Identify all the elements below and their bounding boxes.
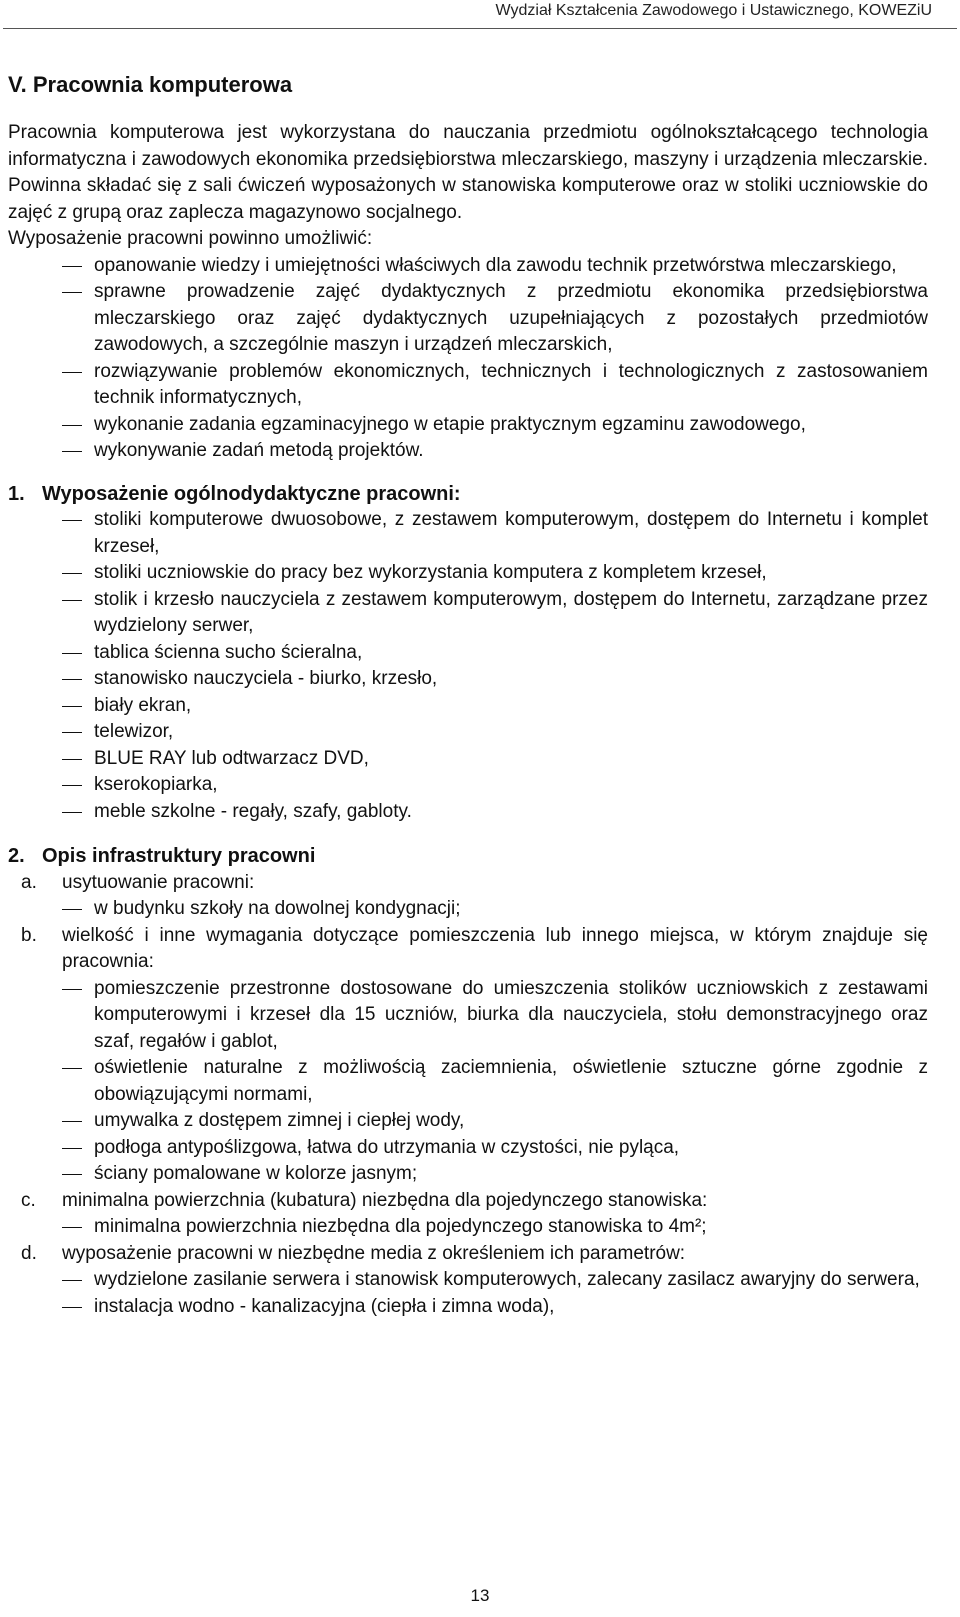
list-item-text: w budynku szkoły na dowolnej kondygnacji; (94, 898, 461, 919)
list-item (8, 1267, 928, 1294)
subsection-letter: b. (21, 924, 37, 946)
list-item (8, 1108, 928, 1135)
dash-bullet (62, 1121, 82, 1122)
list-item (8, 1294, 928, 1321)
list-item (8, 1135, 928, 1162)
dash-bullet (62, 1227, 82, 1228)
list-item-text: stoliki uczniowskie do pracy bez wykorzystania komputera z kompletem krzeseł, (94, 562, 767, 583)
list-item (8, 279, 928, 359)
list-item-text: kserokopiarka, (94, 774, 218, 795)
running-header: Wydział Kształcenia Zawodowego i Ustawicznego, KOWEZiU (495, 2, 932, 19)
list-item-text: biały ekran, (94, 694, 192, 716)
dash-bullet (62, 425, 82, 426)
list-item-text: meble szkolne - regały, szafy, gabloty. (94, 800, 412, 822)
list-item-text: stanowisko nauczyciela - biurko, krzesło, (94, 668, 438, 689)
list-item-text: ściany pomalowane w kolorze jasnym; (94, 1163, 418, 1184)
dash-bullet (62, 451, 82, 452)
intro-paragraph: Pracownia komputerowa jest wykorzystana do nauczania przedmiotu ogólnokształcącego technologia informatyczna i zawodowych ekonomika przedsiębiorstwa mleczarskiego, maszyny i urządzenia mleczarskie. Powinna składać się z sali ćwiczeń wyposażonych w stanowiska komputerowe oraz w stoliki uczniowskie do zajęć z grupą oraz zaplecza magazynowo socjalnego. (8, 122, 928, 223)
dash-bullet (62, 759, 82, 760)
dash-bullet (62, 706, 82, 707)
list-item (8, 976, 928, 1056)
intro-lead: Wyposażenie pracowni powinno umożliwić: (8, 228, 373, 249)
list-item (8, 693, 928, 720)
list-item (8, 560, 928, 587)
intro-dash-list (8, 253, 928, 465)
subsection-b-list (8, 976, 928, 1188)
dash-bullet (62, 600, 82, 601)
document-body (8, 120, 928, 1320)
list-item (8, 412, 928, 439)
subsection-d-list (8, 1267, 928, 1320)
list-item (8, 640, 928, 667)
dash-bullet (62, 1280, 82, 1281)
list-item (8, 587, 928, 640)
list-item-text: minimalna powierzchnia niezbędna dla pojedynczego stanowiska to 4m²; (94, 1216, 707, 1237)
chapter-title: V. Pracownia komputerowa (8, 72, 293, 97)
list-item-text: instalacja wodno - kanalizacyjna (ciepła i zimna woda), (94, 1295, 555, 1317)
list-item-text: sprawne prowadzenie zajęć dydaktycznych z przedmiotu ekonomika przedsiębiorstwa mleczarskiego oraz zajęć dydaktycznych uzupełniających z pozostałych przedmiotów zawodowych, a szczególnie maszyn i urządzeń mleczarskich, (94, 281, 928, 355)
list-item-text: podłoga antypoślizgowa, łatwa do utrzymania w czystości, nie pyląca, (94, 1136, 680, 1158)
subsection-text: wielkość i inne wymagania dotyczące pomieszczenia lub innego miejsca, w którym znajduje się pracownia: (62, 924, 928, 972)
list-item-text: BLUE RAY lub odtwarzacz DVD, (94, 747, 369, 769)
dash-bullet (62, 909, 82, 910)
list-item (8, 507, 928, 560)
subsection-text: minimalna powierzchnia (kubatura) niezbędna dla pojedynczego stanowiska: (62, 1189, 708, 1211)
list-item (8, 1055, 928, 1108)
list-item (8, 896, 928, 923)
list-item-text: pomieszczenie przestronne dostosowane do umieszczenia stolików uczniowskich z zestawami komputerowymi i krzeseł dla 15 uczniów, biurka dla nauczyciela, stołu demonstracyjnego oraz szaf, regałów i gablot, (94, 977, 928, 1052)
list-item-text: wydzielone zasilanie serwera i stanowisk komputerowych, zalecany zasilacz awaryjny do serwera, (94, 1269, 920, 1290)
page-number: 13 (470, 1586, 490, 1605)
section-title: Opis infrastruktury pracowni (42, 845, 316, 867)
dash-bullet (62, 679, 82, 680)
dash-bullet (62, 292, 82, 293)
list-item (8, 1161, 928, 1188)
dash-bullet (62, 732, 82, 733)
list-item (8, 438, 928, 465)
header-rule (3, 28, 957, 29)
section-1-list (8, 507, 928, 825)
dash-bullet (62, 989, 82, 990)
dash-bullet (62, 812, 82, 813)
list-item-text: stolik i krzesło nauczyciela z zestawem komputerowym, dostępem do Internetu, zarządzane przez wydzielony serwer, (94, 588, 928, 636)
subsection-c-list (8, 1214, 928, 1241)
list-item (8, 1214, 928, 1241)
list-item-text: oświetlenie naturalne z możliwością zaciemnienia, oświetlenie sztuczne górne zgodnie z obowiązującymi normami, (94, 1057, 928, 1105)
dash-bullet (62, 1148, 82, 1149)
list-item-text: wykonywanie zadań metodą projektów. (94, 440, 424, 461)
section-number: 2. (8, 845, 25, 867)
list-item-text: tablica ścienna sucho ścieralna, (94, 641, 363, 663)
list-item (8, 719, 928, 746)
subsection-letter: c. (21, 1189, 36, 1211)
list-item-text: wykonanie zadania egzaminacyjnego w etapie praktycznym egzaminu zawodowego, (94, 413, 806, 435)
list-item-text: telewizor, (94, 721, 174, 742)
dash-bullet (62, 785, 82, 786)
dash-bullet (62, 653, 82, 654)
section-title: Wyposażenie ogólnodydaktyczne pracowni: (42, 482, 461, 505)
subsection-a-list (8, 896, 928, 923)
dash-bullet (62, 372, 82, 373)
dash-bullet (62, 573, 82, 574)
dash-bullet (62, 266, 82, 267)
subsection-text: wyposażenie pracowni w niezbędne media z określeniem ich parametrów: (62, 1242, 686, 1264)
list-item (8, 772, 928, 799)
subsection-letter: d. (21, 1242, 37, 1264)
subsection-text: usytuowanie pracowni: (62, 871, 255, 893)
list-item (8, 799, 928, 826)
subsection-c (8, 1188, 928, 1215)
list-item (8, 359, 928, 412)
section-1-heading (8, 481, 928, 508)
list-item-text: umywalka z dostępem zimnej i ciepłej wody, (94, 1110, 465, 1131)
list-item (8, 666, 928, 693)
subsection-a (8, 870, 928, 897)
subsection-letter: a. (21, 871, 37, 893)
list-item (8, 746, 928, 773)
list-item (8, 253, 928, 280)
list-item-text: stoliki komputerowe dwuosobowe, z zestawem komputerowym, dostępem do Internetu i komplet krzeseł, (94, 509, 928, 557)
section-number: 1. (8, 482, 25, 505)
list-item-text: opanowanie wiedzy i umiejętności właściwych dla zawodu technik przetwórstwa mleczarskiego, (94, 254, 897, 276)
dash-bullet (62, 520, 82, 521)
subsection-b (8, 923, 928, 976)
dash-bullet (62, 1307, 82, 1308)
dash-bullet (62, 1068, 82, 1069)
subsection-d (8, 1241, 928, 1268)
dash-bullet (62, 1174, 82, 1175)
list-item-text: rozwiązywanie problemów ekonomicznych, technicznych i technologicznych z zastosowaniem technik informatycznych, (94, 360, 928, 408)
section-2-heading (8, 843, 928, 870)
